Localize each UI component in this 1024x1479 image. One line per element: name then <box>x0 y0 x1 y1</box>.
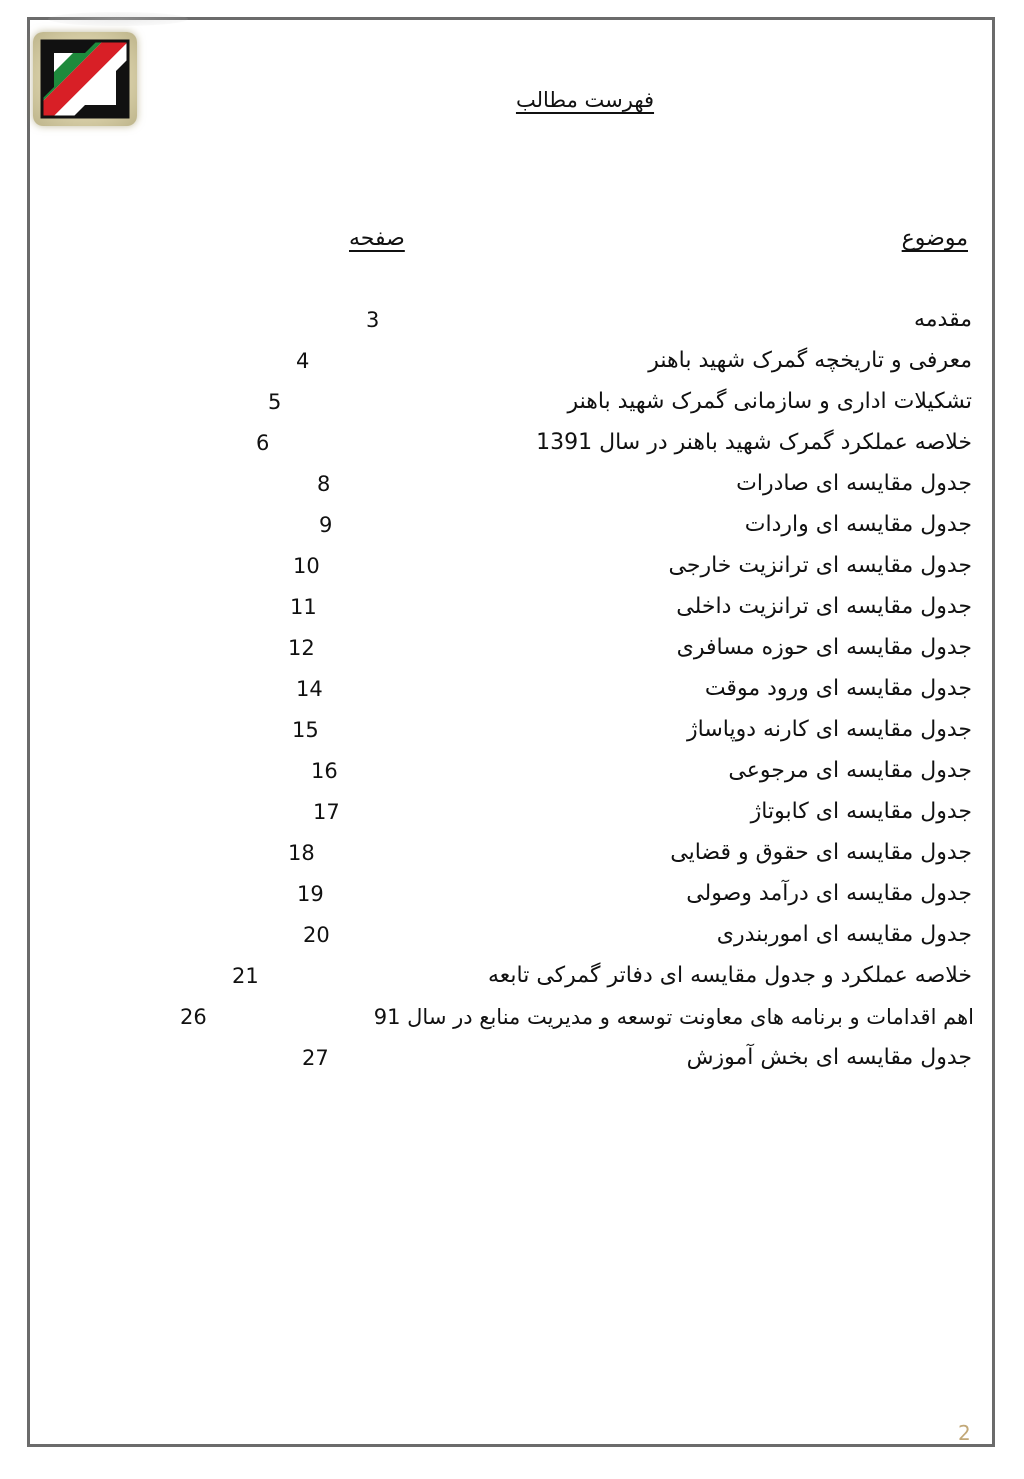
toc-entry <box>670 833 972 873</box>
logo-shadow <box>48 12 188 26</box>
toc-entry-page: 16 <box>311 759 338 783</box>
toc-entry <box>567 382 972 422</box>
toc-entry <box>705 669 972 709</box>
toc-entry-page: 27 <box>302 1046 329 1070</box>
toc-entry-title: معرفی و تاریخچه گمرک شهید باهنر <box>648 348 972 373</box>
toc-entry <box>745 505 972 545</box>
toc-entry <box>914 300 972 340</box>
page-column-header: صفحه <box>349 226 405 251</box>
toc-entry-title: جدول مقایسه ای ترانزیت خارجی <box>668 553 972 578</box>
toc-entry-title: جدول مقایسه ای حقوق و قضایی <box>670 840 972 865</box>
toc-entry-page: 20 <box>303 923 330 947</box>
toc-entry-title: جدول مقایسه ای بخش آموزش <box>686 1045 972 1070</box>
toc-entry-title: مقدمه <box>913 307 972 332</box>
toc-entry-title: خلاصه عملکرد گمرک شهید باهنر در سال 1391 <box>536 430 972 455</box>
toc-entry-title: جدول مقایسه ای صادرات <box>736 471 972 496</box>
toc-entry <box>728 751 972 791</box>
toc-entry-title: جدول مقایسه ای ترانزیت داخلی <box>676 594 972 619</box>
toc-entry-title: جدول مقایسه ای حوزه مسافری <box>676 635 972 660</box>
toc-entry-title: جدول مقایسه ای کابوتاژ <box>750 799 972 824</box>
toc-entry-title: جدول مقایسه ای مرجوعی <box>728 758 972 783</box>
toc-entry-title: تشکیلات اداری و سازمانی گمرک شهید باهنر <box>567 389 972 414</box>
toc-entry-page: 17 <box>313 800 340 824</box>
toc-entry-title: جدول مقایسه ای کارنه دوپاساژ <box>687 717 972 742</box>
toc-entry <box>677 628 972 668</box>
toc-entry-page: 8 <box>317 472 331 496</box>
toc-entry-page: 14 <box>296 677 323 701</box>
toc-entry <box>687 1038 972 1078</box>
toc-entry-page: 5 <box>268 390 282 414</box>
toc-entry-page: 15 <box>292 718 319 742</box>
page-title: فهرست مطالب <box>515 88 655 112</box>
toc-entry-page: 21 <box>232 964 259 988</box>
toc-entry <box>648 341 972 381</box>
toc-entry <box>676 587 972 627</box>
footer-page-number: 2 <box>958 1421 971 1445</box>
toc-entry <box>687 710 972 750</box>
toc-entry-page: 26 <box>180 1005 207 1029</box>
toc-entry <box>751 792 972 832</box>
toc-entry <box>686 874 972 914</box>
toc-entry-page: 18 <box>288 841 315 865</box>
toc-entry-title: جدول مقایسه ای درآمد وصولی <box>686 881 972 906</box>
toc-entry-page: 10 <box>293 554 320 578</box>
toc-entry-title: جدول مقایسه ای ورود موقت <box>704 676 972 701</box>
toc-entry <box>374 997 974 1037</box>
toc-entry-page: 19 <box>297 882 324 906</box>
toc-entry <box>536 423 972 463</box>
toc-entry-title: اهم اقدامات و برنامه های معاونت توسعه و مدیریت منابع در سال 91 <box>373 1005 974 1029</box>
toc-entry-page: 4 <box>296 349 310 373</box>
toc-entry-page: 3 <box>366 308 380 332</box>
toc-entry-page: 9 <box>319 513 333 537</box>
subject-column-header: موضوع <box>901 226 968 251</box>
toc-entry-page: 11 <box>290 595 317 619</box>
toc-entry <box>669 546 972 586</box>
toc-entry-title: جدول مقایسه ای اموربندری <box>716 922 972 947</box>
toc-entry <box>736 464 972 504</box>
toc-entry-page: 12 <box>288 636 315 660</box>
toc-entry-title: جدول مقایسه ای واردات <box>744 512 972 537</box>
toc-entry <box>717 915 972 955</box>
toc-entry <box>488 956 972 996</box>
toc-entry-title: خلاصه عملکرد و جدول مقایسه ای دفاتر گمرکی تابعه <box>487 963 972 988</box>
toc-entry-page: 6 <box>256 431 270 455</box>
